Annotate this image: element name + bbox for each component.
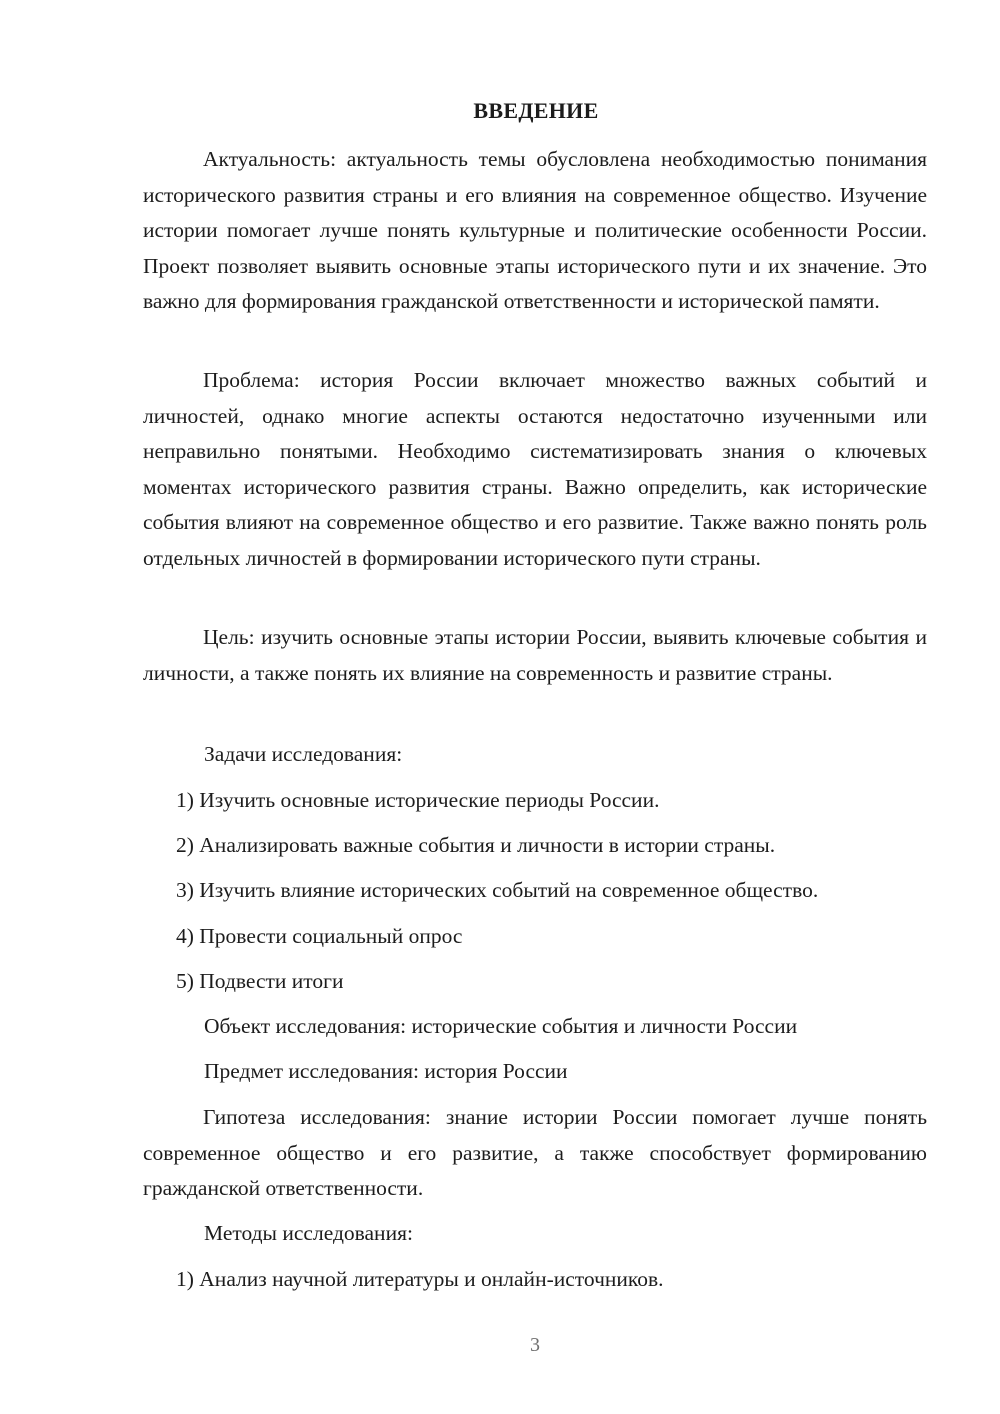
page-number: 3 bbox=[530, 1334, 540, 1356]
section-heading: ВВЕДЕНИЕ bbox=[473, 98, 599, 123]
task-item: 2) Анализировать важные события и личности в истории страны. bbox=[176, 833, 776, 857]
problem-paragraph: Проблема: история России включает множество важных событий и личностей, однако многие аспекты остаются недостаточно изученными или неправильно понятыми. Необходимо систематизировать знания о ключевых моментах исторического развития страны. Важно определить, как исторические события влияют на современное общество и его развитие. Также важно понять роль отдельных личностей в формировании исторического пути страны. bbox=[143, 368, 927, 570]
goal-paragraph: Цель: изучить основные этапы истории России, выявить ключевые события и личности, а также понять их влияние на современность и развитие страны. bbox=[143, 625, 927, 685]
hypothesis-paragraph: Гипотеза исследования: знание истории России помогает лучше понять современное общество и его развитие, а также способствует формированию гражданской ответственности. bbox=[143, 1105, 927, 1200]
research-object: Объект исследования: исторические события и личности России bbox=[204, 1014, 798, 1038]
method-item: 1) Анализ научной литературы и онлайн-источников. bbox=[176, 1267, 664, 1291]
task-item: 1) Изучить основные исторические периоды России. bbox=[176, 788, 660, 812]
tasks-title: Задачи исследования: bbox=[204, 742, 403, 766]
task-item: 5) Подвести итоги bbox=[176, 969, 344, 993]
task-item: 4) Провести социальный опрос bbox=[176, 924, 463, 948]
task-item: 3) Изучить влияние исторических событий на современное общество. bbox=[176, 878, 819, 902]
relevance-paragraph: Актуальность: актуальность темы обусловлена необходимостью понимания исторического развития страны и его влияния на современное общество. Изучение истории помогает лучше понять культурные и политические особенности России. Проект позволяет выявить основные этапы исторического пути и их значение. Это важно для формирования гражданской ответственности и исторической памяти. bbox=[143, 147, 927, 313]
research-subject: Предмет исследования: история России bbox=[204, 1059, 568, 1083]
methods-title: Методы исследования: bbox=[204, 1221, 413, 1245]
